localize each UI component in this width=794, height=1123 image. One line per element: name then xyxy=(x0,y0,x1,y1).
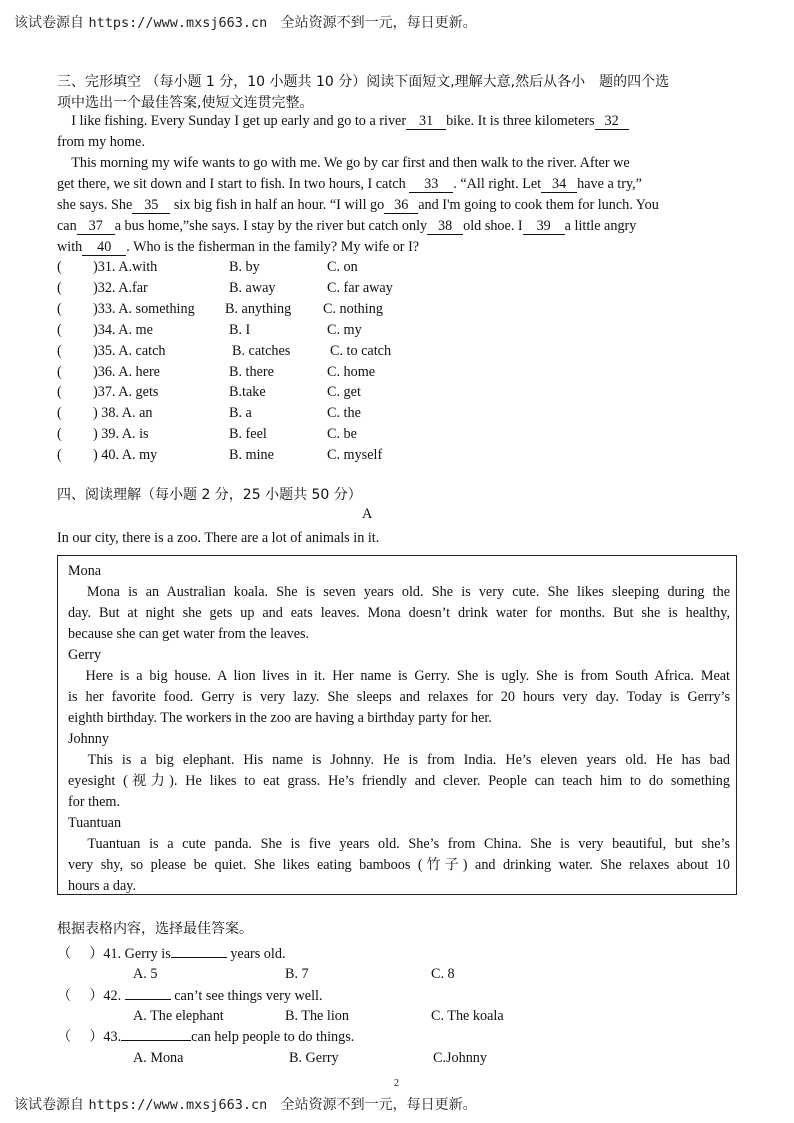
blank-40: 40 xyxy=(82,240,126,256)
option-b: B. by xyxy=(229,259,260,275)
question-number-option-a: )35. A. catch xyxy=(93,342,166,359)
source-banner-bottom xyxy=(14,1094,477,1114)
question-number-option-a: )32. A.far xyxy=(93,279,148,296)
option-c: C. home xyxy=(327,363,376,380)
blank-39: 39 xyxy=(523,219,565,235)
cloze-line-4 xyxy=(57,175,642,193)
q43-option-a: A. Mona xyxy=(133,1050,184,1066)
banner-suffix: 全站资源不到一元，每日更新。 xyxy=(280,15,477,31)
q41-option-a: A. 5 xyxy=(133,966,158,982)
answer-paren[interactable]: （ xyxy=(57,1029,72,1045)
option-b: B. anything xyxy=(225,300,292,317)
johnny-line: for them. xyxy=(68,794,121,810)
gerry-line: Here is a big house. A lion lives in it. Her name is Gerry. She is ugly. She is from South Africa. Meat xyxy=(68,668,730,684)
cloze-line-1 xyxy=(57,112,629,130)
option-c: C. nothing xyxy=(323,300,383,317)
option-b: B. there xyxy=(229,363,274,380)
answer-paren[interactable]: ( xyxy=(57,447,62,464)
cloze-text: a bus home,”she says. I stay by the river but catch only xyxy=(114,218,428,234)
blank-36: 36 xyxy=(384,198,418,214)
section3-heading-line2: 项中选出一个最佳答案,使短文连贯完整。 xyxy=(57,95,314,111)
question-number-option-a: ) 39. A. is xyxy=(93,426,149,443)
question-number-option-a: )37. A. gets xyxy=(93,384,159,401)
question-text: years old. xyxy=(230,946,286,962)
cloze-line-5 xyxy=(57,196,659,214)
section4-heading: 四、阅读理解（每小题 2 分，25 小题共 50 分） xyxy=(57,487,362,503)
question-text: ）43. xyxy=(89,1029,122,1045)
cloze-text: old shoe. I xyxy=(463,218,523,234)
question-number-option-a: )36. A. here xyxy=(93,363,160,380)
answer-paren[interactable]: ( xyxy=(57,300,62,317)
tuantuan-line: Tuantuan is a cute panda. She is five years old. She’s from China. She is very beautiful, but she’s xyxy=(68,836,730,852)
option-b: B.take xyxy=(229,384,266,401)
blank-33: 33 xyxy=(409,177,453,193)
option-c: C. get xyxy=(327,384,361,401)
banner-prefix: 该试卷源自 xyxy=(14,15,84,31)
answer-paren[interactable]: ( xyxy=(57,363,62,380)
banner-url[interactable]: https://www.mxsj663.cn xyxy=(88,1097,268,1113)
blank-38: 38 xyxy=(427,219,463,235)
tuantuan-title: Tuantuan xyxy=(68,815,122,831)
question-number-option-a: ) 40. A. my xyxy=(93,447,158,464)
q43-option-c: C.Johnny xyxy=(433,1050,487,1066)
question-text: ）42. xyxy=(89,988,122,1004)
question-number-option-a: )34. A. me xyxy=(93,321,153,338)
blank-42 xyxy=(125,999,171,1000)
q41-option-b: B. 7 xyxy=(285,966,309,982)
cloze-text: she says. She xyxy=(57,197,133,213)
answer-paren[interactable]: ( xyxy=(57,342,62,359)
answer-paren[interactable]: ( xyxy=(57,259,62,275)
cloze-text: I like fishing. Every Sunday I get up early and go to a river xyxy=(57,113,407,129)
mona-title: Mona xyxy=(68,563,102,579)
gerry-title: Gerry xyxy=(68,647,102,663)
banner-url[interactable]: https://www.mxsj663.cn xyxy=(88,15,268,31)
animal-info-box xyxy=(57,555,737,895)
option-c: C. my xyxy=(327,321,362,338)
cloze-text: have a try,” xyxy=(577,176,642,192)
blank-35: 35 xyxy=(132,198,170,214)
question-text: can help people to do things. xyxy=(191,1029,355,1045)
section3-heading: 三、完形填空 （每小题 1 分，10 小题共 10 分）阅读下面短文,理解大意,然后从各小 题的四个选 xyxy=(57,74,670,90)
question-43 xyxy=(57,1028,354,1046)
answer-paren[interactable]: ( xyxy=(57,426,62,443)
option-b: B. away xyxy=(229,279,276,296)
blank-31: 31 xyxy=(406,114,446,130)
cloze-text: a little angry xyxy=(564,218,637,234)
q42-option-c: C. The koala xyxy=(431,1008,504,1024)
mona-line: because she can get water from the leaves. xyxy=(68,626,310,642)
option-c: C. the xyxy=(327,405,361,422)
cloze-line-7 xyxy=(57,238,419,256)
q43-option-b: B. Gerry xyxy=(289,1050,339,1066)
tuantuan-line: hours a day. xyxy=(68,878,137,894)
cloze-text: . Who is the fisherman in the family? My wife or I? xyxy=(126,239,420,255)
johnny-line: This is a big elephant. His name is Johnny. He is from India. He’s eleven years old. He has bad xyxy=(68,752,730,768)
blank-41 xyxy=(171,957,227,958)
blank-32: 32 xyxy=(595,114,629,130)
question-number-option-a: )33. A. something xyxy=(93,300,195,317)
option-b: B. mine xyxy=(229,447,274,464)
table-instruction: 根据表格内容，选择最佳答案。 xyxy=(57,921,253,937)
option-c: C. far away xyxy=(327,279,393,296)
option-c: C. on xyxy=(327,259,358,275)
option-b: B. feel xyxy=(229,426,267,443)
blank-43 xyxy=(121,1040,191,1041)
tuantuan-line: very shy, so please be quiet. She likes eating bamboos (竹子) and drinking water. She relaxes about 10 xyxy=(68,857,730,873)
answer-paren[interactable]: ( xyxy=(57,279,62,296)
question-number-option-a: )31. A.with xyxy=(93,259,158,275)
blank-34: 34 xyxy=(541,177,577,193)
cloze-text: get there, we sit down and I start to fish. In two hours, I catch xyxy=(57,176,410,192)
passage-intro: In our city, there is a zoo. There are a lot of animals in it. xyxy=(57,530,380,546)
option-b: B. a xyxy=(229,405,252,422)
cloze-text: with xyxy=(57,239,83,255)
mona-line: Mona is an Australian koala. She is seven years old. She is very cute. She likes sleeping during the xyxy=(68,584,730,600)
mona-line: day. But at night she gets up and eats leaves. Mona doesn’t drink water for months. But she is healthy, xyxy=(68,605,730,621)
answer-paren[interactable]: ( xyxy=(57,405,62,422)
cloze-text: . “All right. Let xyxy=(453,176,542,192)
banner-prefix: 该试卷源自 xyxy=(14,1097,84,1113)
q41-option-c: C. 8 xyxy=(431,966,455,982)
cloze-line-3: This morning my wife wants to go with me. We go by car first and then walk to the river. After we xyxy=(57,155,630,171)
option-b: B. I xyxy=(229,321,251,338)
johnny-line: eyesight (视力). He likes to eat grass. He’s friendly and clever. People can teach him to do something xyxy=(68,773,730,789)
question-41 xyxy=(57,945,286,963)
passage-letter: A xyxy=(362,506,373,522)
cloze-text: bike. It is three kilometers xyxy=(446,113,595,129)
cloze-text: and I'm going to cook them for lunch. You xyxy=(418,197,659,213)
johnny-title: Johnny xyxy=(68,731,109,747)
cloze-text: six big fish in half an hour. “I will go xyxy=(170,197,385,213)
option-c: C. be xyxy=(327,426,357,443)
blank-37: 37 xyxy=(77,219,115,235)
q42-option-b: B. The lion xyxy=(285,1008,349,1024)
answer-paren[interactable]: （ xyxy=(57,946,72,962)
q42-option-a: A. The elephant xyxy=(133,1008,224,1024)
answer-paren[interactable]: ( xyxy=(57,384,62,401)
question-text: ）41. Gerry is xyxy=(89,946,171,962)
question-number-option-a: ) 38. A. an xyxy=(93,405,153,422)
question-42 xyxy=(57,987,323,1005)
gerry-line: eighth birthday. The workers in the zoo are having a birthday party for her. xyxy=(68,710,492,726)
page-number: 2 xyxy=(394,1078,399,1089)
answer-paren[interactable]: （ xyxy=(57,988,72,1004)
cloze-text: can xyxy=(57,218,77,234)
cloze-line-2: from my home. xyxy=(57,134,145,150)
source-banner-top xyxy=(14,12,477,32)
cloze-line-6 xyxy=(57,217,636,235)
gerry-line: is her favorite food. Gerry is very lazy. She sleeps and relaxes for 20 hours very day. Today is Gerry’s xyxy=(68,689,730,705)
option-c: C. to catch xyxy=(330,342,392,359)
banner-suffix: 全站资源不到一元，每日更新。 xyxy=(280,1097,477,1113)
option-c: C. myself xyxy=(327,447,383,464)
option-b: B. catches xyxy=(232,342,291,359)
question-text: can’t see things very well. xyxy=(174,988,323,1004)
answer-paren[interactable]: ( xyxy=(57,321,62,338)
